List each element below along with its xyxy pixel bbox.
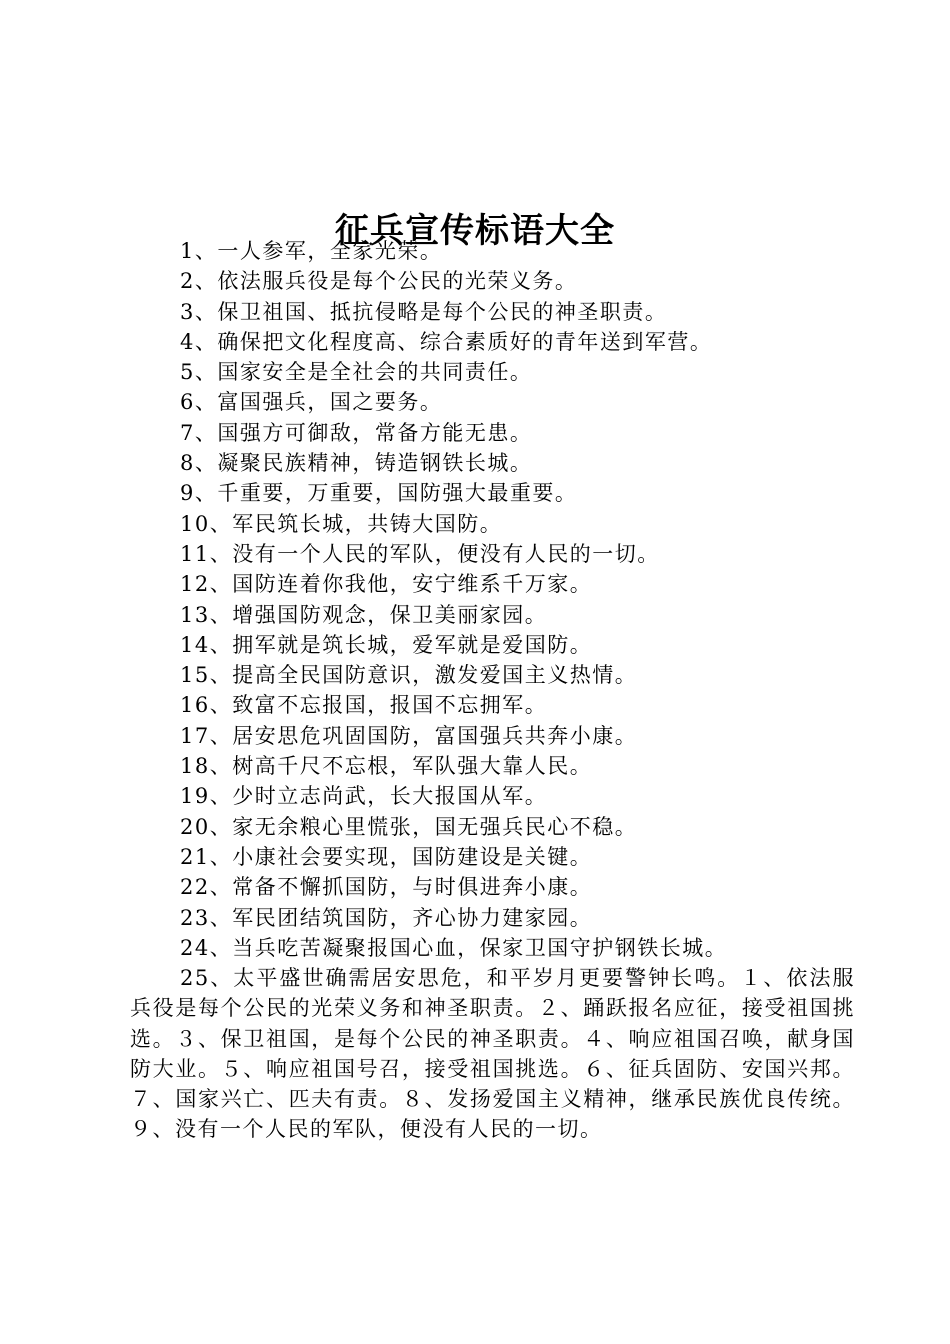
slogan-list [180, 236, 880, 963]
slogan-item: 13、增强国防观念，保卫美丽家园。 [180, 602, 548, 627]
slogan-item: 24、当兵吃苦凝聚报国心血，保家卫国守护钢铁长城。 [180, 935, 728, 960]
slogan-item: 15、提高全民国防意识，激发爱国主义热情。 [180, 663, 638, 688]
slogan-item: 17、居安思危巩固国防，富国强兵共奔小康。 [180, 723, 638, 748]
slogan-item: 6、富国强兵，国之要务。 [180, 390, 443, 415]
slogan-item: 22、常备不懈抓国防，与时俱进奔小康。 [180, 875, 593, 900]
slogan-item: 3、保卫祖国、抵抗侵略是每个公民的神圣职责。 [180, 299, 668, 324]
slogan-item: 9、千重要，万重要，国防强大最重要。 [180, 481, 578, 506]
slogan-item: 23、军民团结筑国防，齐心协力建家园。 [180, 905, 593, 930]
document-title: 征兵宣传标语大全 [335, 210, 615, 251]
slogan-item: 14、拥军就是筑长城，爱军就是爱国防。 [180, 632, 593, 657]
slogan-item: 20、家无余粮心里慌张，国无强兵民心不稳。 [180, 814, 638, 839]
slogan-item: 18、树高千尺不忘根，军队强大靠人民。 [180, 754, 593, 779]
slogan-item: 4、确保把文化程度高、综合素质好的青年送到军营。 [180, 329, 713, 354]
slogan-item: 16、致富不忘报国，报国不忘拥军。 [180, 693, 548, 718]
slogan-item: 12、国防连着你我他，安宁维系千万家。 [180, 572, 593, 597]
slogan-item: 5、国家安全是全社会的共同责任。 [180, 360, 533, 385]
slogan-item: 2、依法服兵役是每个公民的光荣义务。 [180, 269, 578, 294]
slogan-item: 8、凝聚民族精神，铸造钢铁长城。 [180, 451, 533, 476]
slogan-item: 21、小康社会要实现，国防建设是关键。 [180, 844, 593, 869]
slogan-item: 19、少时立志尚武，长大报国从军。 [180, 784, 548, 809]
slogan-item: 11、没有一个人民的军队，便没有人民的一切。 [180, 541, 660, 566]
slogan-item: 7、国强方可御敌，常备方能无患。 [180, 420, 533, 445]
final-paragraph: 25、太平盛世确需居安思危，和平岁月更要警钟长鸣。１、依法服兵役是每个公民的光荣义务和神圣职责。２、踊跃报名应征，接受祖国挑选。３、保卫祖国，是每个公民的神圣职责。４、响应祖国召唤，献身国防大业。５、响应祖国号召，接受祖国挑选。６、征兵固防、安国兴邦。７、国家兴亡、匹夫有责。８、发扬爱国主义精神，继承民族优良传统。９、没有一个人民的军队，便没有人民的一切。 [130, 966, 855, 1142]
slogan-item: 10、军民筑长城，共铸大国防。 [180, 511, 503, 536]
slogan-item: 1、一人参军，全家光荣。 [180, 239, 443, 263]
